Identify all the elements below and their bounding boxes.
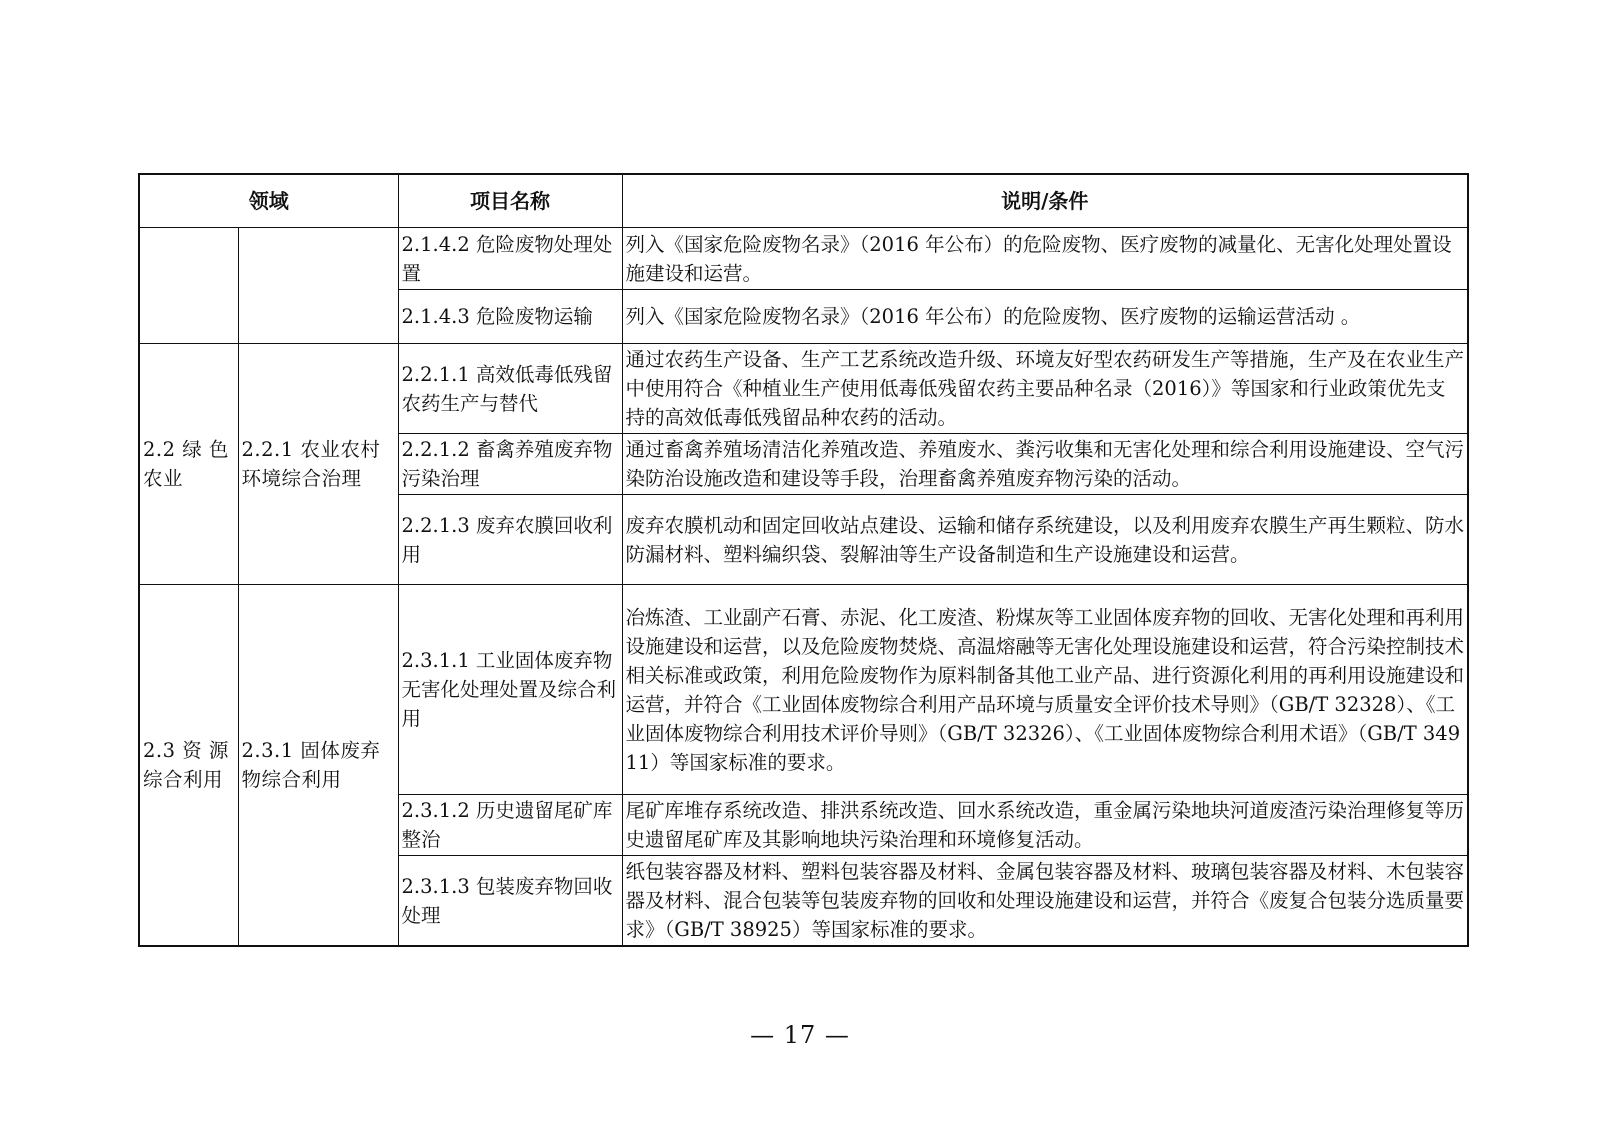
project-cell: 2.3.1.3 包装废弃物回收处理 — [398, 856, 622, 947]
project-cell: 2.3.1.1 工业固体废弃物无害化处理处置及综合利用 — [398, 585, 622, 795]
project-cell: 2.1.4.2 危险废物处理处置 — [398, 228, 622, 290]
header-domain: 领域 — [139, 174, 398, 228]
description-cell: 列入《国家危险废物名录》（2016 年公布）的危险废物、医疗废物的减量化、无害化处理处置设施建设和运营。 — [622, 228, 1468, 290]
subarea-cell: 2.3.1 固体废弃物综合利用 — [238, 585, 398, 947]
header-project-name: 项目名称 — [398, 174, 622, 228]
table-row — [139, 228, 1468, 290]
area-cell-empty — [139, 228, 238, 344]
project-cell: 2.2.1.1 高效低毒低残留农药生产与替代 — [398, 344, 622, 434]
description-cell: 废弃农膜机动和固定回收站点建设、运输和储存系统建设，以及利用废弃农膜生产再生颗粒、防水防漏材料、塑料编织袋、裂解油等生产设备制造和生产设施建设和运营。 — [622, 495, 1468, 585]
header-row — [139, 174, 1468, 228]
project-cell: 2.3.1.2 历史遗留尾矿库整治 — [398, 795, 622, 856]
description-cell: 列入《国家危险废物名录》（2016 年公布）的危险废物、医疗废物的运输运营活动 。 — [622, 290, 1468, 344]
description-cell: 冶炼渣、工业副产石膏、赤泥、化工废渣、粉煤灰等工业固体废弃物的回收、无害化处理和再利用设施建设和运营，以及危险废物焚烧、高温熔融等无害化处理设施建设和运营，符合污染控制技术相关标准或政策，利用危险废物作为原料制备其他工业产品、进行资源化利用的再利用设施建设和运营，并符合《工业固体废物综合利用产品环境与质量安全评价技术导则》（GB/T 32328）、《工业固体废物综合利用技术评价导则》（GB/T 32326）、《工业固体废物综合利用术语》（GB/T 34911）等国家标准的要求。 — [622, 585, 1468, 795]
header-description: 说明/条件 — [622, 174, 1468, 228]
project-cell: 2.2.1.2 畜禽养殖废弃物污染治理 — [398, 434, 622, 495]
area-cell: 2.2 绿 色农业 — [139, 344, 238, 585]
subarea-cell-empty — [238, 228, 398, 344]
project-cell: 2.1.4.3 危险废物运输 — [398, 290, 622, 344]
description-cell: 纸包装容器及材料、塑料包装容器及材料、金属包装容器及材料、玻璃包装容器及材料、木包装容器及材料、混合包装等包装废弃物的回收和处理设施建设和运营，并符合《废复合包装分选质量要求》（GB/T 38925）等国家标准的要求。 — [622, 856, 1468, 947]
table-row — [139, 585, 1468, 795]
catalog-table — [138, 173, 1469, 947]
table-row — [139, 344, 1468, 434]
description-cell: 通过畜禽养殖场清洁化养殖改造、养殖废水、粪污收集和无害化处理和综合利用设施建设、空气污染防治设施改造和建设等手段，治理畜禽养殖废弃物污染的活动。 — [622, 434, 1468, 495]
page-number: — 17 — — [750, 1021, 850, 1049]
project-cell: 2.2.1.3 废弃农膜回收利用 — [398, 495, 622, 585]
area-cell: 2.3 资 源综合利用 — [139, 585, 238, 947]
description-cell: 尾矿库堆存系统改造、排洪系统改造、回水系统改造，重金属污染地块河道废渣污染治理修复等历史遗留尾矿库及其影响地块污染治理和环境修复活动。 — [622, 795, 1468, 856]
subarea-cell: 2.2.1 农业农村环境综合治理 — [238, 344, 398, 585]
description-cell: 通过农药生产设备、生产工艺系统改造升级、环境友好型农药研发生产等措施，生产及在农业生产中使用符合《种植业生产使用低毒低残留农药主要品种名录（2016）》等国家和行业政策优先支持的高效低毒低残留品种农药的活动。 — [622, 344, 1468, 434]
